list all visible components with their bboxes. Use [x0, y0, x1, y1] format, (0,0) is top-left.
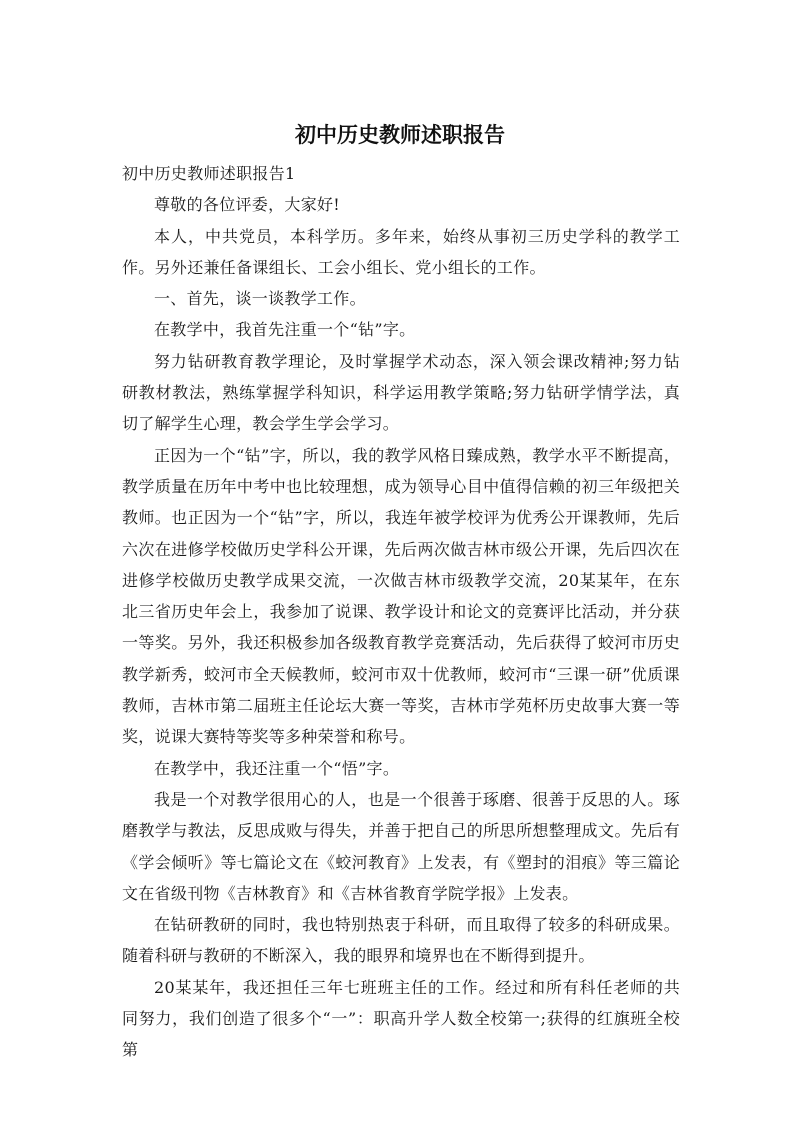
body-paragraph: 尊敬的各位评委，大家好!	[154, 195, 341, 215]
document-body	[122, 158, 680, 1066]
body-paragraph: 我是一个对教学很用心的人，也是一个很善于琢磨、很善于反思的人。琢磨教学与教法，反思成败与得失，并善于把自己的所思所想整理成文。先后有《学会倾听》等七篇论文在《蛟河教育》上发表，有《塑封的泪痕》等三篇论文在省级刊物《吉林教育》和《吉林省教育学院学报》上发表。	[122, 789, 680, 903]
body-paragraph: 在钻研教研的同时，我也特别热衷于科研，而且取得了较多的科研成果。随着科研与教研的不断深入，我的眼界和境界也在不断得到提升。	[122, 915, 680, 966]
body-paragraph: 20某某年，我还担任三年七班班主任的工作。经过和所有科任老师的共同努力，我们创造了很多个“一”：职高升学人数全校第一;获得的红旗班全校第	[122, 977, 680, 1060]
section-heading: 初中历史教师述职报告1	[122, 164, 296, 183]
body-paragraph: 努力钻研教育教学理论，及时掌握学术动态，深入领会课改精神;努力钻研教材教法，熟练掌握学科知识，科学运用教学策略;努力钻研学情学法，真切了解学生心理，教会学生学会学习。	[122, 351, 680, 434]
body-paragraph: 在教学中，我首先注重一个“钻”字。	[154, 320, 416, 340]
body-paragraph: 一、首先，谈一谈教学工作。	[154, 289, 366, 309]
body-paragraph: 本人，中共党员，本科学历。多年来，始终从事初三历史学科的教学工作。另外还兼任备课组长、工会小组长、党小组长的工作。	[122, 226, 680, 277]
body-paragraph: 在教学中，我还注重一个“悟”字。	[154, 758, 400, 778]
document-title: 初中历史教师述职报告	[295, 123, 505, 147]
body-paragraph: 正因为一个“钻”字，所以，我的教学风格日臻成熟，教学水平不断提高，教学质量在历年中考中也比较理想，成为领导心目中值得信赖的初三年级把关教师。也正因为一个“钻”字，所以，我连年被学校评为优秀公开课教师，先后六次在进修学校做历史学科公开课，先后两次做吉林市级公开课，先后四次在进修学校做历史教学成果交流，一次做吉林市级教学交流，20某某年，在东北三省历史年会上，我参加了说课、教学设计和论文的竞赛评比活动，并分获一等奖。另外，我还积极参加各级教育教学竞赛活动，先后获得了蛟河市历史教学新秀，蛟河市全天候教师，蛟河市双十优教师，蛟河市“三课一研”优质课教师，吉林市第二届班主任论坛大赛一等奖，吉林市学苑杯历史故事大赛一等奖，说课大赛特等奖等多种荣誉和称号。	[122, 445, 680, 747]
